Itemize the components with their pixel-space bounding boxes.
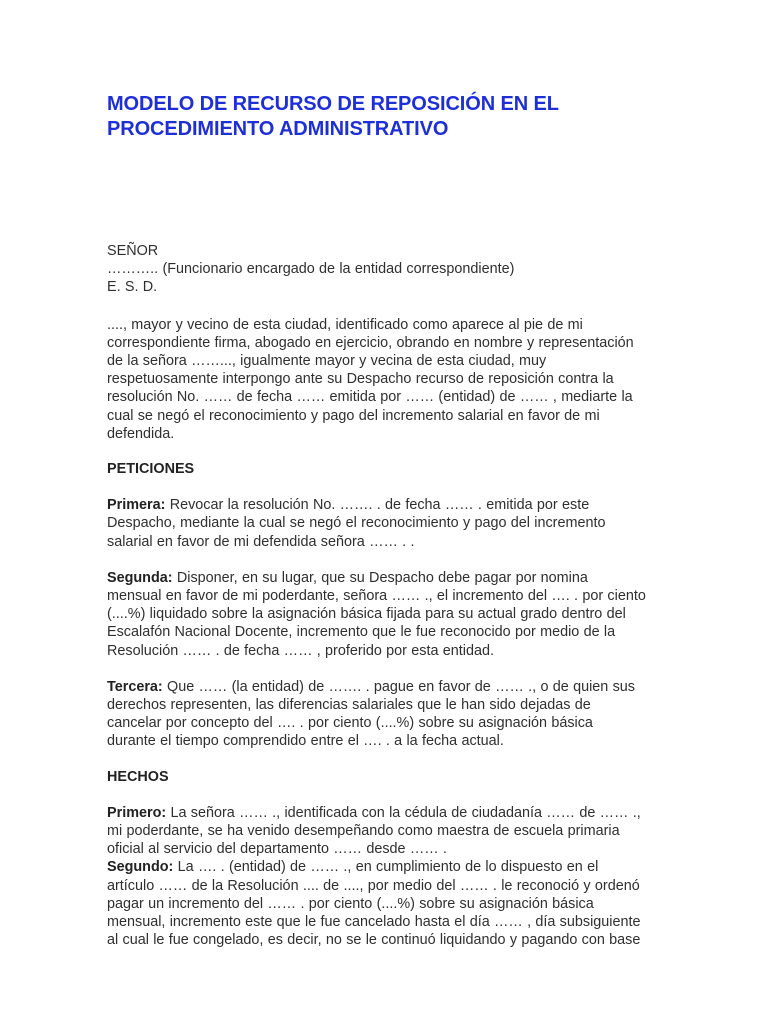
peticion-primera <box>107 496 667 551</box>
item-label: Segundo: <box>107 859 174 876</box>
title-line: PROCEDIMIENTO ADMINISTRATIVO <box>107 118 449 140</box>
paragraph-line: al cual le fue congelado, es decir, no se le continuó liquidando y pagando con base <box>107 932 641 949</box>
item-label: Primera: <box>107 497 166 514</box>
paragraph-line: de la señora ……..., igualmente mayor y vecina de esta ciudad, muy <box>107 353 547 370</box>
paragraph-line <box>107 858 667 876</box>
paragraph-line: mensual, incremento este que le fue cancelado hasta el día …… , día subsiguiente <box>107 914 641 931</box>
paragraph-line: oficial al servicio del departamento …… desde …… . <box>107 841 447 858</box>
salutation-line: SEÑOR <box>107 243 159 259</box>
paragraph-line <box>107 678 667 696</box>
paragraph-line <box>107 496 667 514</box>
peticiones-heading: PETICIONES <box>107 461 195 478</box>
paragraph-line <box>107 804 667 822</box>
paragraph-line: respetuosamente interpongo ante su Despacho recurso de reposición contra la <box>107 371 614 388</box>
paragraph-line: derechos representen, las diferencias salariales que le han sido dejadas de <box>107 697 591 714</box>
paragraph-line: salarial en favor de mi defendida señora …… . . <box>107 533 415 550</box>
salutation-line: E. S. D. <box>107 279 158 296</box>
document-title <box>107 92 667 142</box>
item-text: Revocar la resolución No. ……. . de fecha …… . emitida por este <box>165 497 590 514</box>
paragraph-line: defendida. <box>107 425 175 442</box>
paragraph-line: resolución No. …… de fecha …… emitida por …… (entidad) de …… , mediarte la <box>107 389 633 406</box>
paragraph-line: durante el tiempo comprendido entre el …. . a la fecha actual. <box>107 733 504 750</box>
document-body <box>107 92 667 950</box>
paragraph-line: cual se negó el reconocimiento y pago del incremento salarial en favor de mi <box>107 407 600 424</box>
paragraph-line: pagar un incremento del …… . por ciento (....%) sobre su asignación básica <box>107 895 594 912</box>
paragraph-line: ...., mayor y vecino de esta ciudad, identificado como aparece al pie de mi <box>107 316 583 333</box>
peticion-segunda <box>107 569 667 660</box>
paragraph-line: Escalafón Nacional Docente, incremento que le fue reconocido por medio de la <box>107 624 616 641</box>
paragraph-line: cancelar por concepto del …. . por ciento (....%) sobre su asignación básica <box>107 715 593 732</box>
paragraph-line: Despacho, mediante la cual se negó el reconocimiento y pago del incremento <box>107 515 606 532</box>
item-label: Primero: <box>107 804 167 821</box>
paragraph-line: (....%) liquidado sobre la asignación básica fijada para su actual grado dentro del <box>107 606 626 623</box>
intro-paragraph <box>107 316 667 443</box>
item-label: Tercera: <box>107 678 163 695</box>
item-text: La señora …… ., identificada con la cédula de ciudadanía …… de …… ., <box>166 804 641 821</box>
salutation-block <box>107 242 667 297</box>
hecho-primero <box>107 804 667 859</box>
paragraph-line <box>107 569 667 587</box>
paragraph-line: mensual en favor de mi poderdante, señora …… ., el incremento del …. . por ciento <box>107 588 646 605</box>
item-text: La …. . (entidad) de …… ., en cumplimiento de lo dispuesto en el <box>173 859 599 876</box>
salutation-line: ……….. (Funcionario encargado de la entidad correspondiente) <box>107 261 515 278</box>
hechos-heading: HECHOS <box>107 768 169 785</box>
item-label: Segunda: <box>107 569 173 586</box>
paragraph-line: mi poderdante, se ha venido desempeñando como maestra de escuela primaria <box>107 823 620 840</box>
hecho-segundo <box>107 858 667 949</box>
paragraph-line: correspondiente firma, abogado en ejercicio, obrando en nombre y representación <box>107 334 634 351</box>
item-text: Disponer, en su lugar, que su Despacho debe pagar por nomina <box>172 569 588 586</box>
title-line: MODELO DE RECURSO DE REPOSICIÓN EN EL <box>107 93 559 115</box>
item-text: Que …… (la entidad) de ……. . pague en favor de …… ., o de quien sus <box>162 678 635 695</box>
paragraph-line: Resolución …… . de fecha …… , proferido por esta entidad. <box>107 642 494 659</box>
paragraph-line: artículo …… de la Resolución .... de ...., por medio del …… . le reconoció y ordenó <box>107 877 640 894</box>
peticion-tercera <box>107 678 667 751</box>
